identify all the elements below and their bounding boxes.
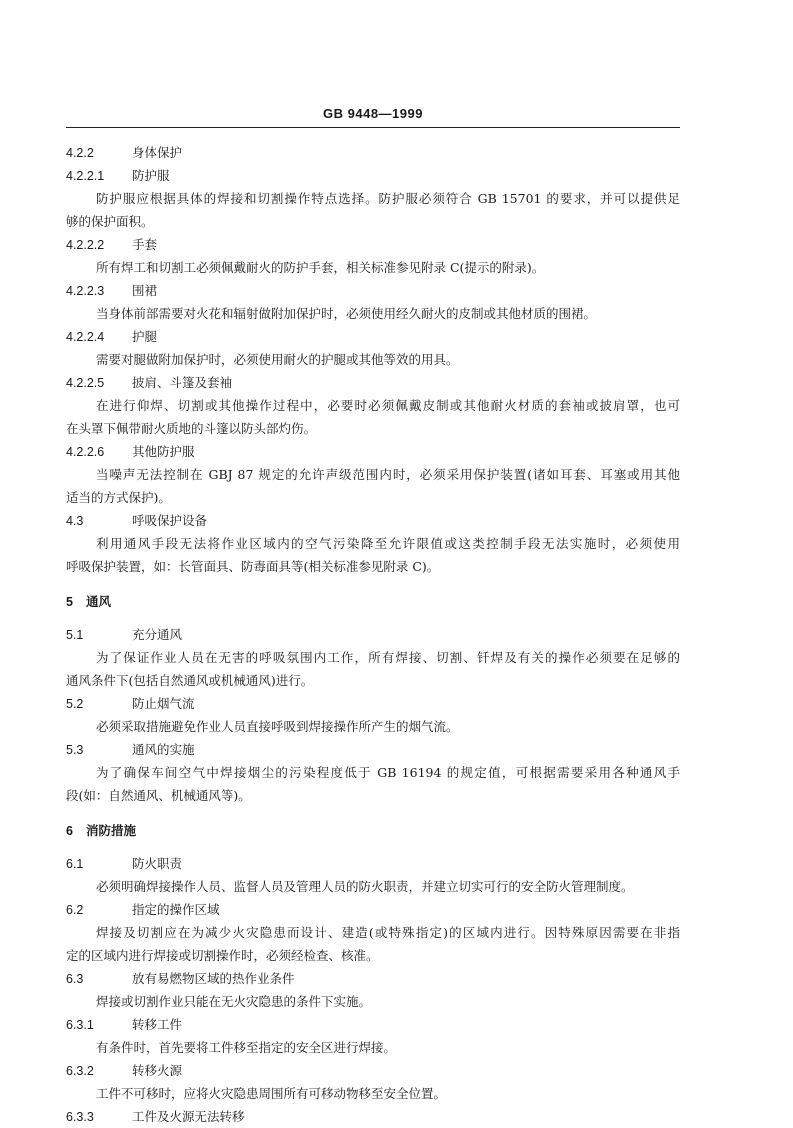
section-title: 转移火源 bbox=[132, 1063, 183, 1078]
paragraph-line: 焊接及切割应在为减少火灾隐患而设计、建造(或特殊指定)的区域内进行。因特殊原因需要在非指 bbox=[96, 925, 680, 940]
section-number: 6.1 bbox=[66, 857, 84, 871]
chapter-number: 5 bbox=[66, 595, 73, 609]
heading-6-1 bbox=[66, 852, 680, 875]
section-title: 通风的实施 bbox=[132, 742, 195, 757]
paragraph-line: 利用通风手段无法将作业区域内的空气污染降至允许限值或这类控制手段无法实施时，必须使用 bbox=[96, 536, 680, 551]
heading-5-2 bbox=[66, 692, 680, 715]
paragraph-line: 有条件时，首先要将工件移至指定的安全区进行焊接。 bbox=[96, 1040, 397, 1055]
section-title: 身体保护 bbox=[132, 145, 183, 160]
section-title: 呼吸保护设备 bbox=[132, 513, 208, 528]
section-number: 4.2.2.2 bbox=[66, 238, 105, 252]
section-title: 其他防护服 bbox=[132, 444, 195, 459]
paragraph-line: 为了确保车间空气中焊接烟尘的污染程度低于 GB 16194 的规定值，可根据需要采用各种通风手 bbox=[96, 765, 680, 780]
page-header: GB 9448—1999 bbox=[323, 106, 423, 121]
document-body bbox=[66, 141, 680, 1128]
section-number: 6.3.1 bbox=[66, 1018, 94, 1032]
paragraph-line: 当噪声无法控制在 GBJ 87 规定的允许声级范围内时，必须采用保护装置(诸如耳套、耳塞或用其他 bbox=[96, 467, 680, 482]
chapter-number: 6 bbox=[66, 824, 73, 838]
heading-4-3 bbox=[66, 509, 680, 532]
section-number: 5.2 bbox=[66, 697, 84, 711]
paragraph-line: 所有焊工和切割工必须佩戴耐火的防护手套，相关标准参见附录 C(提示的附录)。 bbox=[96, 260, 545, 275]
paragraph-line: 必须明确焊接操作人员、监督人员及管理人员的防火职责，并建立切实可行的安全防火管理制度。 bbox=[96, 879, 634, 894]
section-number: 6.3 bbox=[66, 972, 84, 986]
section-number: 6.2 bbox=[66, 903, 84, 917]
section-title: 工件及火源无法转移 bbox=[132, 1109, 245, 1124]
section-number: 4.2.2 bbox=[66, 146, 94, 160]
heading-6-3 bbox=[66, 967, 680, 990]
heading-4-2-2-2 bbox=[66, 233, 680, 256]
section-title: 防护服 bbox=[132, 168, 170, 183]
paragraph-line: 在头罩下佩带耐火质地的斗篷以防头部灼伤。 bbox=[66, 421, 317, 436]
section-number: 4.3 bbox=[66, 514, 84, 528]
paragraph-line: 为了保证作业人员在无害的呼吸氛围内工作，所有焊接、切割、钎焊及有关的操作必须要在足够的 bbox=[96, 650, 680, 665]
chapter-title: 消防措施 bbox=[86, 823, 137, 838]
section-number: 6.3.2 bbox=[66, 1064, 94, 1078]
section-title: 护腿 bbox=[132, 329, 158, 344]
heading-6-3-1 bbox=[66, 1013, 680, 1036]
paragraph-line: 适当的方式保护)。 bbox=[66, 490, 171, 505]
section-title: 手套 bbox=[132, 237, 158, 252]
section-number: 4.2.2.6 bbox=[66, 445, 105, 459]
paragraph-line: 段(如：自然通风、机械通风等)。 bbox=[66, 788, 251, 803]
chapter-title: 通风 bbox=[86, 594, 112, 609]
paragraph-line: 够的保护面积。 bbox=[66, 214, 154, 229]
section-title: 放有易燃物区域的热作业条件 bbox=[132, 971, 295, 986]
section-number: 5.1 bbox=[66, 628, 84, 642]
paragraph-line: 必须采取措施避免作业人员直接呼吸到焊接操作所产生的烟气流。 bbox=[96, 719, 459, 734]
paragraph-line: 当身体前部需要对火花和辐射做附加保护时，必须使用经久耐火的皮制或其他材质的围裙。 bbox=[96, 306, 597, 321]
heading-4-2-2-4 bbox=[66, 325, 680, 348]
paragraph-line: 需要对腿做附加保护时，必须使用耐火的护腿或其他等效的用具。 bbox=[96, 352, 459, 367]
section-number: 4.2.2.3 bbox=[66, 284, 105, 298]
paragraph-line: 焊接或切割作业只能在无火灾隐患的条件下实施。 bbox=[96, 994, 372, 1009]
heading-6-3-2 bbox=[66, 1059, 680, 1082]
paragraph-line: 在进行仰焊、切割或其他操作过程中，必要时必须佩戴皮制或其他耐火材质的套袖或披肩罩，也可 bbox=[96, 398, 680, 413]
paragraph-line: 通风条件下(包括自然通风或机械通风)进行。 bbox=[66, 673, 314, 688]
chapter-5-heading bbox=[66, 590, 680, 613]
heading-6-2 bbox=[66, 898, 680, 921]
heading-4-2-2-5 bbox=[66, 371, 680, 394]
section-title: 转移工件 bbox=[132, 1017, 183, 1032]
chapter-6-heading bbox=[66, 819, 680, 842]
section-number: 4.2.2.1 bbox=[66, 169, 105, 183]
heading-5-1 bbox=[66, 623, 680, 646]
section-title: 防止烟气流 bbox=[132, 696, 195, 711]
heading-6-3-3 bbox=[66, 1105, 680, 1128]
section-number: 6.3.3 bbox=[66, 1110, 94, 1124]
heading-4-2-2-3 bbox=[66, 279, 680, 302]
section-title: 围裙 bbox=[132, 283, 158, 298]
paragraph-line: 工件不可移时，应将火灾隐患周围所有可移动物移至安全位置。 bbox=[96, 1086, 447, 1101]
heading-4-2-2 bbox=[66, 141, 680, 164]
section-title: 指定的操作区域 bbox=[132, 902, 220, 917]
section-number: 4.2.2.4 bbox=[66, 330, 105, 344]
section-title: 披肩、斗篷及套袖 bbox=[132, 375, 233, 390]
section-number: 5.3 bbox=[66, 743, 84, 757]
section-title: 充分通风 bbox=[132, 627, 183, 642]
section-number: 4.2.2.5 bbox=[66, 376, 105, 390]
heading-4-2-2-6 bbox=[66, 440, 680, 463]
section-title: 防火职责 bbox=[132, 856, 183, 871]
heading-4-2-2-1 bbox=[66, 164, 680, 187]
heading-5-3 bbox=[66, 738, 680, 761]
paragraph-line: 定的区域内进行焊接或切割操作时，必须经检查、核准。 bbox=[66, 948, 379, 963]
paragraph-line: 防护服应根据具体的焊接和切割操作特点选择。防护服必须符合 GB 15701 的要求，并可以提供足 bbox=[96, 191, 680, 206]
paragraph-line: 呼吸保护装置，如：长管面具、防毒面具等(相关标准参见附录 C)。 bbox=[66, 559, 440, 574]
header-rule bbox=[66, 127, 680, 128]
